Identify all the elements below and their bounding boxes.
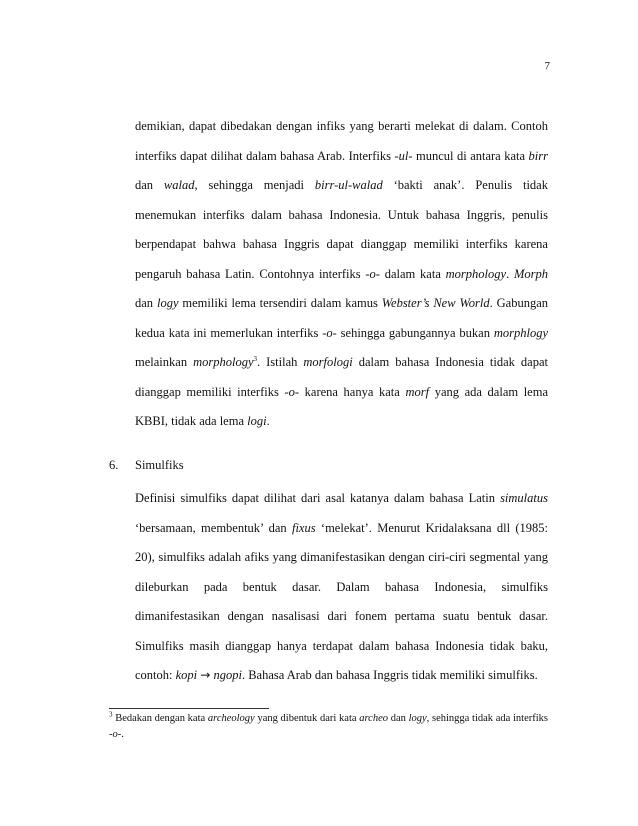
text-run: dan xyxy=(135,296,157,311)
arrow-right-icon: → xyxy=(200,668,211,683)
italic-term: logy xyxy=(408,713,427,724)
italic-term: morphology xyxy=(445,266,507,281)
text-run: . Gabungan kedua kata ini memerlukan interfiks xyxy=(135,296,548,340)
italic-term: ngopi xyxy=(213,668,242,683)
text-run: sehingga gabungannya bukan xyxy=(336,325,494,340)
italic-term: -o- xyxy=(284,384,300,399)
footnote-marker: 3 xyxy=(109,710,113,719)
italic-term: ul xyxy=(398,148,409,163)
text-run: ‘bakti anak’. Penulis tidak menemukan interfiks dalam bahasa Indonesia. Untuk bahasa Inggris, penulis berpendapat bahwa bahasa Inggris dapat dianggap memiliki interfiks karena pengaruh bahasa Latin. Contohnya interfiks xyxy=(135,178,548,281)
text-run: dan xyxy=(135,178,164,193)
text-run: ‘bersamaan, membentuk’ dan xyxy=(135,520,292,535)
italic-term: morphology xyxy=(193,355,254,370)
italic-term: Webster’s New World xyxy=(381,296,490,311)
section-number: 6. xyxy=(109,458,119,472)
text-run: , sehingga menjadi xyxy=(194,178,315,193)
text-run: ‘melekat’. Menurut Kridalaksana dll (1985: 20), simulfiks adalah afiks yang dimanifestasikan dengan ciri-ciri segmental yang dileburkan pada bentuk dasar. Dalam bahasa Indonesia, simulfiks dimanifestasikan dengan nasalisasi dari fonem pertama suatu bentuk dasar. Simulfiks masih dianggap hanya terdapat dalam bahasa Indonesia tidak baku, contoh: xyxy=(135,520,549,683)
paragraph-simulfiks xyxy=(135,484,548,691)
section-heading-simulfiks xyxy=(109,456,184,474)
text-run: Bedakan dengan kata xyxy=(112,713,208,724)
italic-term: logy xyxy=(156,296,179,311)
text-run: memiliki lema tersendiri dalam kamus xyxy=(178,296,382,311)
text-run: . xyxy=(121,729,124,740)
italic-term: simulatus xyxy=(500,491,548,505)
text-run: - muncul di antara kata xyxy=(408,148,529,163)
text-run: karena hanya kata xyxy=(299,384,406,399)
text-run: . Istilah xyxy=(257,355,304,370)
italic-term: archeology xyxy=(207,713,255,724)
section-title: Simulfiks xyxy=(135,458,184,472)
text-run: , sehingga tidak ada interfiks xyxy=(426,713,548,724)
paragraph-interfiks xyxy=(135,112,548,437)
text-run: dan xyxy=(388,713,409,724)
italic-term: walad xyxy=(163,178,195,193)
page-number: 7 xyxy=(544,60,550,72)
text-run: melainkan xyxy=(135,355,194,370)
text-run: demikian, dapat dibedakan dengan infiks yang berarti melekat di dalam. Contoh interfiks dapat dilihat dalam bahasa Arab. Interfiks - xyxy=(135,119,548,163)
text-run: . xyxy=(506,266,514,281)
text-run: yang ada dalam lema KBBI, tidak ada lema xyxy=(135,384,548,429)
italic-term: -o- xyxy=(322,325,337,340)
italic-term: birr xyxy=(528,148,548,163)
italic-term: morphlogy xyxy=(493,325,548,340)
footnote-3 xyxy=(109,711,548,743)
italic-term: -o- xyxy=(365,266,380,281)
text-run: . xyxy=(266,414,270,429)
italic-term: fixus xyxy=(291,520,316,535)
italic-term: Morph xyxy=(513,266,548,281)
italic-term: birr-ul-walad xyxy=(314,178,383,193)
italic-term: kopi xyxy=(175,668,198,683)
text-run: Definisi simulfiks dapat dilihat dari asal katanya dalam bahasa Latin xyxy=(135,491,501,505)
text-run: yang dibentuk dari kata xyxy=(254,713,360,724)
italic-term: -o- xyxy=(109,729,122,740)
text-run: dalam bahasa Indonesia tidak dapat dianggap memiliki interfiks xyxy=(135,355,548,399)
footnote-divider xyxy=(109,708,269,709)
italic-term: archeo xyxy=(359,713,389,724)
italic-term: morf xyxy=(405,384,430,399)
footnote-marker: 3 xyxy=(253,355,257,364)
text-run: . Bahasa Arab dan bahasa Inggris tidak memiliki simulfiks. xyxy=(241,668,538,683)
italic-term: morfologi xyxy=(303,355,353,370)
italic-term: logi xyxy=(247,414,267,429)
text-run: dalam kata xyxy=(379,266,446,281)
